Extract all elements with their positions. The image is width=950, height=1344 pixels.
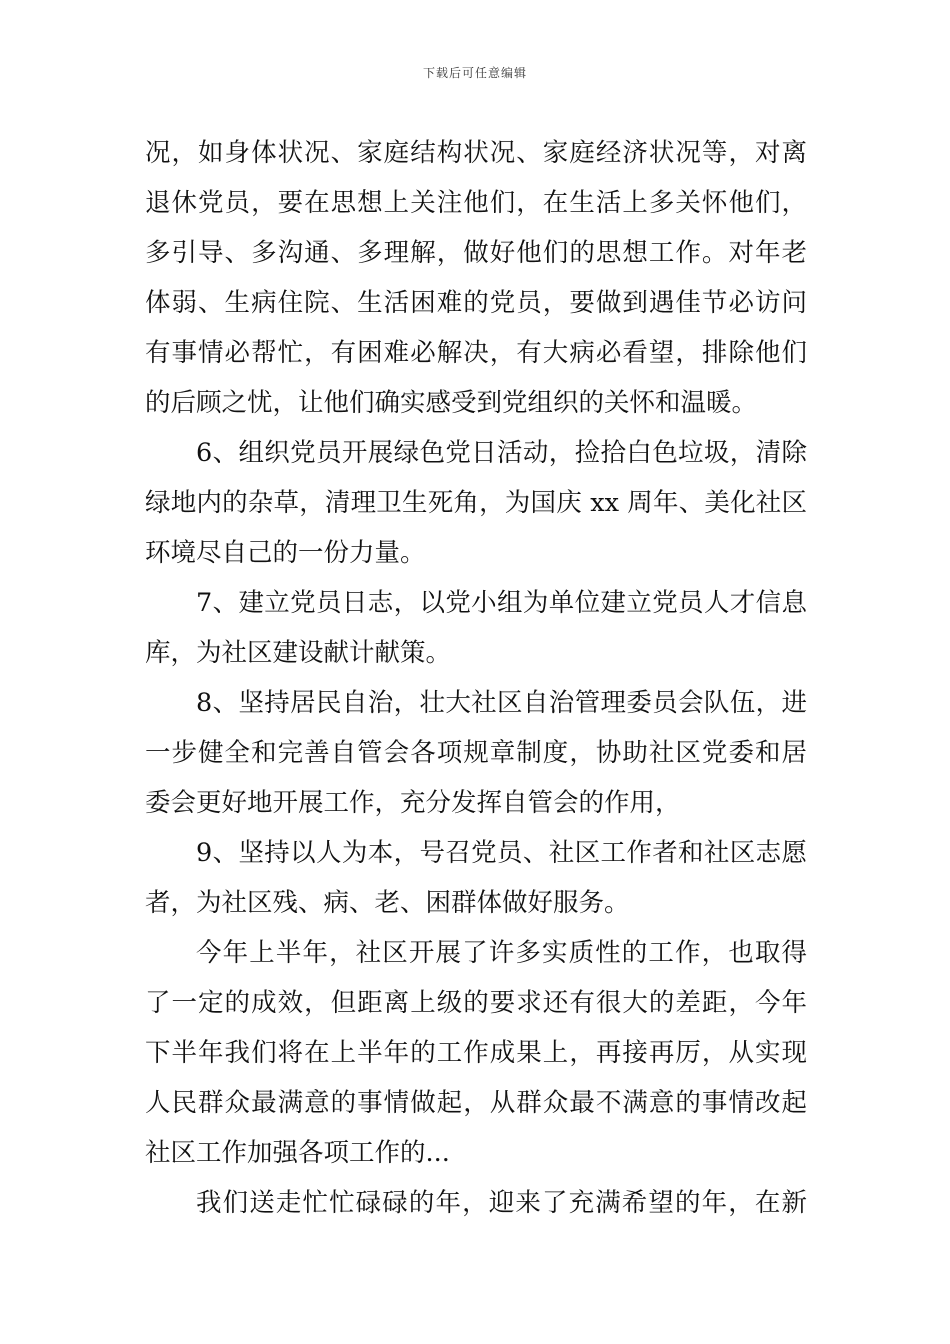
- text-line: 库，为社区建设献计献策。: [145, 638, 452, 668]
- text-line: 6、组织党员开展绿色党日活动，捡拾白色垃圾，清除: [196, 438, 807, 468]
- document-body: [145, 128, 807, 1228]
- text-line: 一步健全和完善自管会各项规章制度，协助社区党委和居: [145, 738, 807, 768]
- text-line: 社区工作加强各项工作的...: [145, 1138, 450, 1168]
- text-line: 人民群众最满意的事情做起，从群众最不满意的事情改起: [145, 1088, 807, 1118]
- text-line: 9、坚持以人为本，号召党员、社区工作者和社区志愿: [196, 838, 807, 868]
- text-line: 下半年我们将在上半年的工作成果上，再接再厉，从实现: [145, 1038, 807, 1068]
- text-line: 体弱、生病住院、生活困难的党员，要做到遇佳节必访问: [145, 288, 807, 318]
- text-line: 7、建立党员日志，以党小组为单位建立党员人才信息: [196, 588, 807, 618]
- text-line: 多引导、多沟通、多理解，做好他们的思想工作。对年老: [145, 238, 807, 268]
- text-line: 委会更好地开展工作，充分发挥自管会的作用，: [145, 788, 681, 818]
- text-line: 况，如身体状况、家庭结构状况、家庭经济状况等，对离: [145, 138, 807, 168]
- text-line: 的后顾之忧，让他们确实感受到党组织的关怀和温暖。: [145, 388, 758, 418]
- text-line: 今年上半年，社区开展了许多实质性的工作，也取得: [196, 938, 807, 968]
- text-line: 了一定的成效，但距离上级的要求还有很大的差距，今年: [145, 988, 807, 1018]
- text-line: 绿地内的杂草，清理卫生死角，为国庆 xx 周年、美化社区: [145, 488, 807, 518]
- text-line: 有事情必帮忙，有困难必解决，有大病必看望，排除他们: [145, 338, 807, 368]
- text-line: 环境尽自己的一份力量。: [145, 538, 426, 568]
- text-line: 我们送走忙忙碌碌的年，迎来了充满希望的年，在新: [196, 1188, 807, 1218]
- text-line: 8、坚持居民自治，壮大社区自治管理委员会队伍，进: [196, 688, 807, 718]
- page-header: 下载后可任意编辑: [422, 66, 527, 80]
- text-line: 退休党员，要在思想上关注他们，在生活上多关怀他们，: [145, 188, 807, 218]
- text-line: 者，为社区残、病、老、困群体做好服务。: [145, 888, 630, 918]
